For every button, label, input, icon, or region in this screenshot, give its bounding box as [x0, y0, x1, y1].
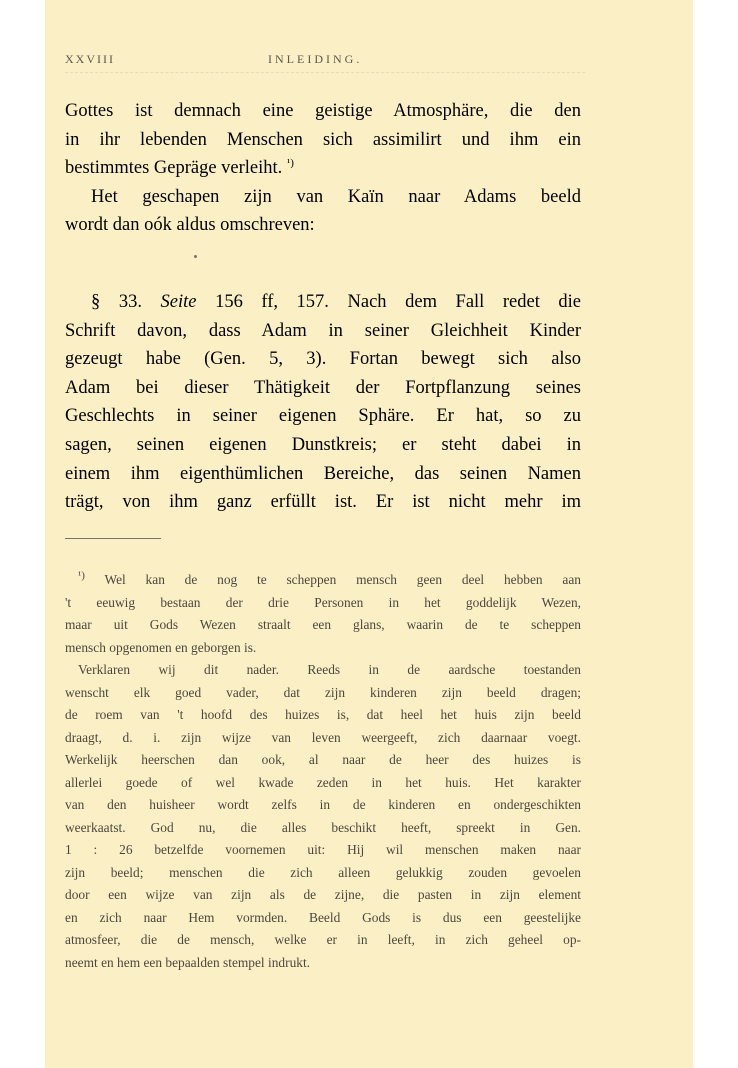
text-line: trägt, von ihm ganz erfüllt ist. Er ist nicht mehr im	[65, 492, 581, 513]
text-line-content: bestimmtes Gepräge verleiht.	[65, 158, 283, 179]
text-line: sagen, seinen eigenen Dunstkreis; er steht dabei in	[65, 434, 581, 455]
footnote-line: neemt en hem een bepaalden stempel indrukt.	[65, 954, 311, 970]
footnote-line	[65, 569, 581, 592]
section-marker: § 33.	[91, 291, 142, 312]
footnote-line: zijn beeld; menschen die zich alleen gelukkig zouden gevoelen	[65, 864, 581, 880]
footnote-line: weerkaatst. God nu, die alles beschikt heeft, spreekt in Gen.	[65, 819, 581, 835]
footnote-line: van den huisheer wordt zelfs in de kinderen en ondergeschikten	[65, 797, 581, 812]
footnote-line: Verklaren wij dit nader. Reeds in de aardsche toestanden	[78, 662, 581, 677]
text-line: Schrift davon, dass Adam in seiner Gleichheit Kinder	[65, 320, 581, 341]
footnote-line: maar uit Gods Wezen straalt een glans, waarin de te scheppen	[65, 617, 581, 632]
footnote-marker: ¹)	[78, 569, 85, 582]
page-number: XXVIII	[65, 52, 115, 66]
footnote-line: wenscht elk goed vader, dat zijn kinderen zijn beeld dragen;	[65, 684, 581, 700]
text-line: gezeugt habe (Gen. 5, 3). Fortan bewegt sich also	[65, 349, 581, 370]
text-line: Adam bei dieser Thätigkeit der Fortpflanzung seines	[65, 377, 581, 398]
running-header	[65, 52, 585, 70]
text-line: einem ihm eigenthümlichen Bereiche, das seinen Namen	[65, 463, 581, 484]
footnote-line: atmosfeer, die de mensch, welke er in leeft, in zich geheel op-	[65, 932, 581, 947]
footnote-line: 't eeuwig bestaan der drie Personen in het goddelijk Wezen,	[65, 594, 581, 610]
footnotes	[65, 569, 581, 974]
main-text	[65, 97, 581, 517]
footnote-line-content: Wel kan de nog te scheppen mensch geen deel hebben aan	[104, 572, 581, 587]
text-line	[65, 288, 581, 317]
footnote-line: en zich naar Hem vormden. Beeld Gods is dus een geestelijke	[65, 909, 581, 925]
text-line: Geschlechts in seiner eigenen Sphäre. Er hat, so zu	[65, 406, 581, 427]
footnote-line: Werkelijk heerschen dan ook, al naar de heer des huizes is	[65, 752, 581, 767]
footnote-line: door een wijze van zijn als de zijne, die pasten in zijn element	[65, 887, 581, 902]
footnote-line: de roem van 't hoofd des huizes is, dat heel het huis zijn beeld	[65, 707, 581, 722]
header-rule	[65, 72, 585, 73]
footnote-reference: ¹)	[286, 157, 294, 170]
footnote-rule	[65, 538, 161, 539]
stray-dot	[194, 255, 197, 258]
footnote-line: 1 : 26 betzelfde voornemen uit: Hij wil menschen maken naar	[65, 842, 581, 857]
text-line: Het geschapen zijn van Kaïn naar Adams beeld	[91, 186, 581, 207]
text-line: Gottes ist demnach eine geistige Atmosphäre, die den	[65, 101, 581, 121]
running-title: INLEIDING.	[268, 52, 363, 66]
italic-word: Seite	[160, 291, 197, 312]
footnote-line: mensch opgenomen en geborgen is.	[65, 639, 257, 655]
footnote-line: draagt, d. i. zijn wijze van leven weergeeft, zich daarnaar voegt.	[65, 729, 581, 745]
footnote-line: allerlei goede of wel kwade zeden in het huis. Het karakter	[65, 774, 581, 790]
text-line	[65, 154, 581, 183]
text-line-content: 156 ff, 157. Nach dem Fall redet die	[215, 291, 581, 312]
text-line: wordt dan oók aldus omschreven:	[65, 215, 315, 236]
text-line: in ihr lebenden Menschen sich assimilirt und ihm ein	[65, 129, 581, 150]
